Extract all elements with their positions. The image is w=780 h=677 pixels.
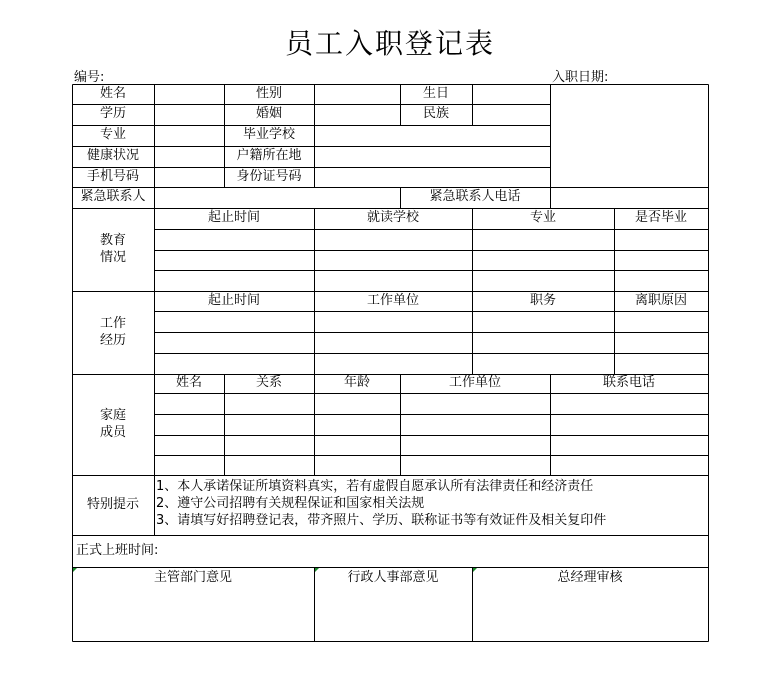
major-label: 专业	[99, 127, 126, 143]
photo-area[interactable]	[550, 84, 708, 187]
notice-label: 特别提示	[86, 496, 139, 512]
family-col-employer: 工作单位	[448, 375, 501, 391]
phone-label: 手机号码	[86, 168, 139, 184]
gender-label: 性别	[255, 85, 282, 101]
notice-line-1: 1、本人承诺保证所填资料真实，若有虚假自愿承认所有法律责任和经济责任	[156, 479, 594, 494]
family-section-label	[72, 374, 154, 475]
work-col-position: 职务	[529, 292, 556, 308]
ethnicity-label: 民族	[422, 106, 449, 122]
school-field[interactable]	[314, 125, 550, 146]
gender-field[interactable]	[314, 84, 400, 104]
household-label: 户籍所在地	[236, 148, 302, 164]
education-col-major: 专业	[529, 210, 556, 226]
work-col-leave-reason: 离职原因	[634, 292, 687, 308]
education-col-period: 起止时间	[207, 210, 260, 226]
family-col-phone: 联系电话	[602, 375, 655, 391]
emergency-contact-field[interactable]	[154, 187, 400, 208]
notice-text	[156, 478, 606, 529]
education-col-school: 就读学校	[366, 210, 419, 226]
gm-review-label: 总经理审核	[557, 570, 623, 585]
comment-marker	[315, 568, 319, 572]
work-col-period: 起止时间	[207, 292, 260, 308]
form-title: 员工入职登记表	[284, 27, 495, 60]
hire-date-label: 入职日期:	[552, 70, 609, 85]
family-section-label-line2: 成员	[99, 424, 126, 440]
emergency-phone-field[interactable]	[550, 187, 708, 208]
name-label: 姓名	[99, 85, 126, 101]
work-col-employer: 工作单位	[366, 292, 419, 308]
family-col-name: 姓名	[175, 375, 202, 391]
id-number-label: 身份证号码	[236, 168, 302, 184]
family-col-relation: 关系	[255, 375, 282, 391]
id-number-field[interactable]	[314, 167, 550, 187]
phone-field[interactable]	[154, 167, 224, 187]
marriage-field[interactable]	[314, 104, 400, 125]
major-field[interactable]	[154, 125, 224, 146]
notice-line-2: 2、遵守公司招聘有关规程保证和国家相关法规	[156, 496, 425, 511]
ethnicity-field[interactable]	[472, 104, 550, 125]
education-section-label	[72, 208, 154, 291]
hr-opinion-label: 行政人事部意见	[347, 570, 439, 585]
notice-line-3: 3、请填写好招聘登记表，带齐照片、学历、联称证书等有效证件及相关复印件	[156, 513, 607, 528]
dept-opinion-label: 主管部门意见	[153, 570, 232, 585]
education-section-label-line1: 教育	[99, 233, 126, 249]
emergency-contact-label: 紧急联系人	[80, 189, 146, 205]
health-field[interactable]	[154, 146, 224, 167]
work-section-label	[72, 291, 154, 374]
comment-marker	[73, 568, 77, 572]
emergency-phone-label: 紧急联系人电话	[429, 189, 521, 205]
comment-marker	[473, 568, 477, 572]
health-label: 健康状况	[86, 148, 139, 164]
school-label: 毕业学校	[242, 127, 295, 143]
education-section-label-line2: 情况	[99, 249, 126, 265]
work-section-label-line1: 工作	[99, 316, 126, 332]
family-section-label-line1: 家庭	[99, 408, 126, 424]
start-time-label: 正式上班时间:	[76, 542, 159, 558]
name-field[interactable]	[154, 84, 224, 104]
household-field[interactable]	[314, 146, 550, 167]
marriage-label: 婚姻	[255, 106, 282, 122]
birthday-field[interactable]	[472, 84, 550, 104]
education-col-graduated: 是否毕业	[634, 210, 687, 226]
birthday-label: 生日	[422, 85, 449, 101]
education-label: 学历	[99, 106, 126, 122]
number-label: 编号:	[74, 70, 105, 85]
family-col-age: 年龄	[343, 375, 370, 391]
education-field[interactable]	[154, 104, 224, 125]
work-section-label-line2: 经历	[99, 332, 126, 348]
